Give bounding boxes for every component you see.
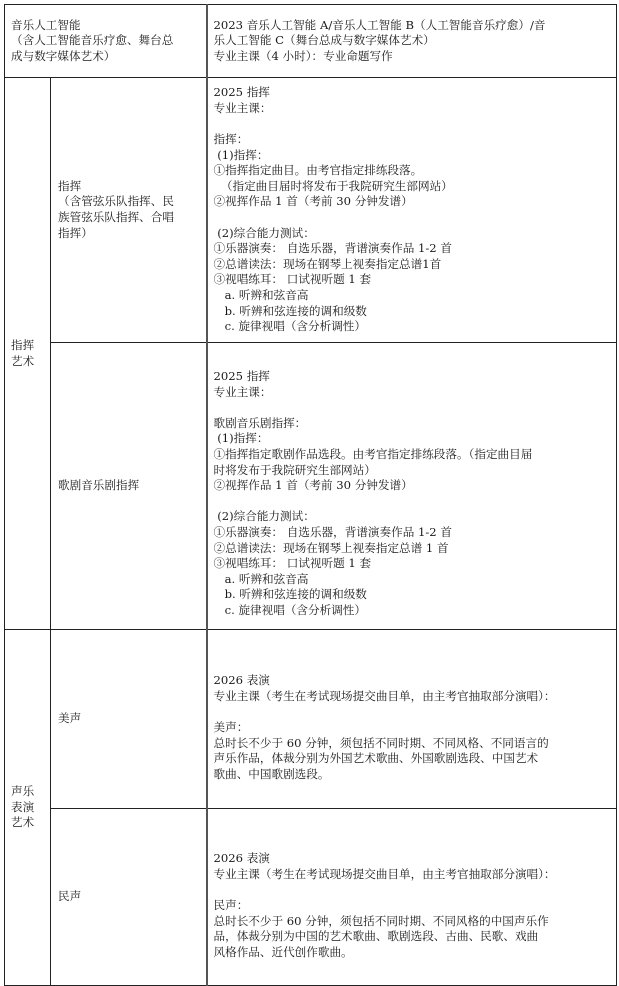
table-row-opera-conducting [5,343,617,630]
requirement-line: ①指挥指定曲目。由考官指定排练段落。 [213,163,423,178]
table-row-conducting [5,78,617,343]
requirement-line: (1)指挥： [213,431,269,446]
requirement-line: (1)指挥： [213,147,269,162]
major-detail-line: 专业主课（4 小时）：专业命题写作 [213,48,393,63]
requirement-line: 品，体裁分别为中国的艺术歌曲、歌剧选段、古曲、民歌、戏曲 [213,929,539,944]
requirement-line: ①乐器演奏： 自选乐器，背谱演奏作品 1-2 首 [213,241,452,256]
requirement-line: 总时长不少于 60 分钟，须包括不同时期、不同风格、不同语言的 [213,735,549,750]
requirement-line [214,494,613,510]
requirement-line: 专业主课： [213,100,272,115]
category-cell-vocal-performance [5,630,51,986]
direction-cell-conducting [51,78,207,343]
requirement-line: (2)综合能力测试： [213,225,315,240]
requirement-line: (2)综合能力测试： [213,509,315,524]
requirement-line: 风格作品、近代创作歌曲。 [213,944,353,959]
direction-cell-folk-vocal [51,809,207,986]
requirement-line: （指定曲目届时将发布于我院研究生部网站） [213,178,453,193]
requirement-line: b. 听辨和弦连接的调和级数 [213,587,367,602]
requirement-line: ③视唱练耳： 口试视听题 1 套 [213,272,372,287]
requirement-line: c. 旋律视唱（含分析调性） [213,602,366,617]
direction-cell-opera-conducting [51,343,207,630]
category-label-line: 艺术 [11,353,35,368]
requirement-line: 专业主课（考生在考试现场提交曲目单，由主考官抽取部分演唱）： [213,689,556,704]
requirement-line: 时将发布于我院研究生部网站） [213,462,376,477]
requirement-line: 总时长不少于 60 分钟，须包括不同时期、不同风格的中国声乐作 [213,913,549,928]
exam-requirements-table [4,4,617,986]
requirement-line: 民声： [213,898,249,913]
major-detail-line: 2023 音乐人工智能 A/音乐人工智能 B（人工智能音乐疗愈）/音 [213,17,546,32]
requirement-line [214,705,613,721]
requirement-line: 2025 指挥 [213,369,270,384]
category-label-line: 声乐 [11,784,35,799]
direction-label-line: 指挥 [58,178,82,193]
requirement-line: ②视挥作品 1 首（考前 30 分钟发谱） [213,194,413,209]
requirement-line: 2026 表演 [213,673,270,688]
category-label-line: 表演 [11,799,35,814]
requirement-line [214,116,613,132]
major-name-line: 成与数字媒体艺术） [11,48,116,63]
requirement-line [214,353,613,369]
requirement-line: ①指挥指定歌剧作品选段。由考官指定排练段落。（指定曲目届 [213,447,533,462]
requirement-line: a. 听辨和弦音高 [213,287,309,302]
requirement-line [214,210,613,226]
requirement-line: 歌曲、中国歌剧选段。 [213,766,330,781]
requirement-line [214,400,613,416]
requirement-line: 声乐作品，体裁分别为外国艺术歌曲、外国歌剧选段、中国艺术 [213,751,539,766]
requirements-cell-folk-vocal [207,809,617,986]
requirement-line: 专业主课（考生在考试现场提交曲目单，由主考官抽取部分演唱）： [213,867,556,882]
requirement-line: 2026 表演 [213,851,270,866]
requirement-line: ①乐器演奏： 自选乐器，背谱演奏作品 1-2 首 [213,524,452,539]
direction-label-line: （含管弦乐队指挥、民 [58,194,174,209]
table-row-bel-canto [5,630,617,809]
table-row-header [5,5,617,78]
direction-label-line: 民声 [58,889,82,904]
requirements-cell-opera-conducting [207,343,617,630]
direction-label-line: 指挥） [58,225,93,240]
category-label-line: 艺术 [11,815,35,830]
requirement-line: ③视唱练耳： 口试视听题 1 套 [213,556,372,571]
direction-label-line: 歌剧音乐剧指挥 [58,478,140,493]
requirement-line: ②视挥作品 1 首（考前 30 分钟发谱） [213,478,413,493]
requirement-line: b. 听辨和弦连接的调和级数 [213,303,367,318]
direction-label-line: 族管弦乐队指挥、合唱 [58,210,174,224]
major-name-cell [5,5,207,78]
requirements-cell-bel-canto [207,630,617,809]
direction-cell-bel-canto [51,630,207,809]
requirement-line: 专业主课： [213,384,272,399]
category-label-line: 指挥 [11,337,35,352]
requirement-line [214,883,613,899]
major-name-line: （含人工智能音乐疗愈、舞台总 [11,33,174,48]
requirement-line: 指挥： [213,132,249,147]
major-name-line: 音乐人工智能 [11,17,81,32]
requirement-line: 歌剧音乐剧指挥： [213,415,307,430]
category-cell-conducting-art [5,78,51,630]
requirement-line: ②总谱读法：现场在钢琴上视奏指定总谱 1 首 [213,540,449,555]
table-row-folk-vocal [5,809,617,986]
requirements-cell-conducting [207,78,617,343]
requirement-line: 美声： [213,720,249,735]
direction-label-line: 美声 [58,711,82,726]
requirement-line: a. 听辨和弦音高 [213,571,309,586]
requirement-line: c. 旋律视唱（含分析调性） [213,319,366,334]
requirement-line: 2025 指挥 [213,85,270,100]
requirement-line: ②总谱读法：现场在钢琴上视奏指定总谱1首 [213,256,442,271]
major-detail-line: 乐人工智能 C（舞台总成与数字媒体艺术） [213,33,435,48]
major-detail-cell [207,5,617,78]
